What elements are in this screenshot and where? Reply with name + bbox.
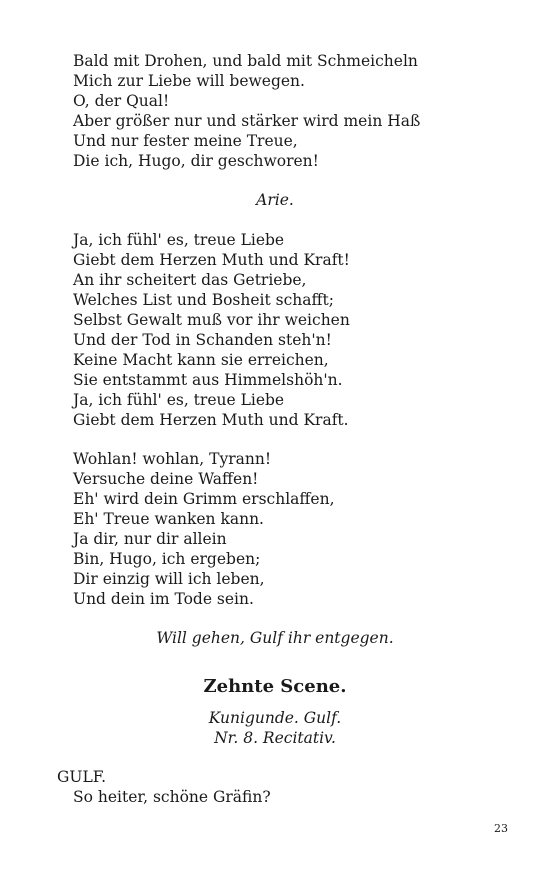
- verse-line: Selbst Gewalt muß vor ihr weichen: [73, 311, 350, 329]
- number-label: Nr. 8. Recitativ.: [214, 729, 336, 747]
- verse-line: Dir einzig will ich leben,: [73, 570, 265, 588]
- verse-line: Welches List und Bosheit schafft;: [73, 291, 334, 309]
- aria-heading: Arie.: [256, 191, 294, 209]
- scene-title: Zehnte Scene.: [203, 676, 347, 697]
- verse-line: Wohlan! wohlan, Tyrann!: [73, 450, 272, 468]
- verse-line: Versuche deine Waffen!: [73, 470, 259, 488]
- verse-line: Und dein im Tode sein.: [73, 590, 254, 608]
- verse-line: Ja dir, nur dir allein: [73, 530, 227, 548]
- verse-line: Ja, ich fühl' es, treue Liebe: [73, 231, 285, 249]
- verse-line: Und nur fester meine Treue,: [73, 132, 298, 150]
- verse-line: O, der Qual!: [73, 92, 170, 110]
- verse-line: Giebt dem Herzen Muth und Kraft.: [73, 411, 349, 429]
- verse-line: Giebt dem Herzen Muth und Kraft!: [73, 251, 350, 269]
- verse-line: Die ich, Hugo, dir geschworen!: [73, 152, 319, 170]
- verse-line: Bin, Hugo, ich ergeben;: [73, 550, 261, 568]
- character-list: Kunigunde. Gulf.: [208, 709, 342, 727]
- verse-line: Sie entstammt aus Himmelshöh'n.: [73, 371, 343, 389]
- speech-line: So heiter, schöne Gräfin?: [73, 788, 271, 806]
- verse-line: Bald mit Drohen, und bald mit Schmeicheln: [73, 52, 418, 70]
- speaker-name: GULF.: [57, 768, 107, 786]
- verse-line: Keine Macht kann sie erreichen,: [73, 351, 329, 369]
- verse-line: Und der Tod in Schanden steh'n!: [73, 331, 332, 349]
- page-number: 23: [494, 822, 508, 835]
- stage-direction: Will gehen, Gulf ihr entgegen.: [156, 629, 394, 647]
- verse-line: Mich zur Liebe will bewegen.: [73, 72, 305, 90]
- verse-line: Eh' Treue wanken kann.: [73, 510, 264, 528]
- verse-line: Ja, ich fühl' es, treue Liebe: [73, 391, 285, 409]
- verse-line: An ihr scheitert das Getriebe,: [73, 271, 307, 289]
- verse-line: Eh' wird dein Grimm erschlaffen,: [73, 490, 335, 508]
- verse-line: Aber größer nur und stärker wird mein Haß: [73, 112, 421, 130]
